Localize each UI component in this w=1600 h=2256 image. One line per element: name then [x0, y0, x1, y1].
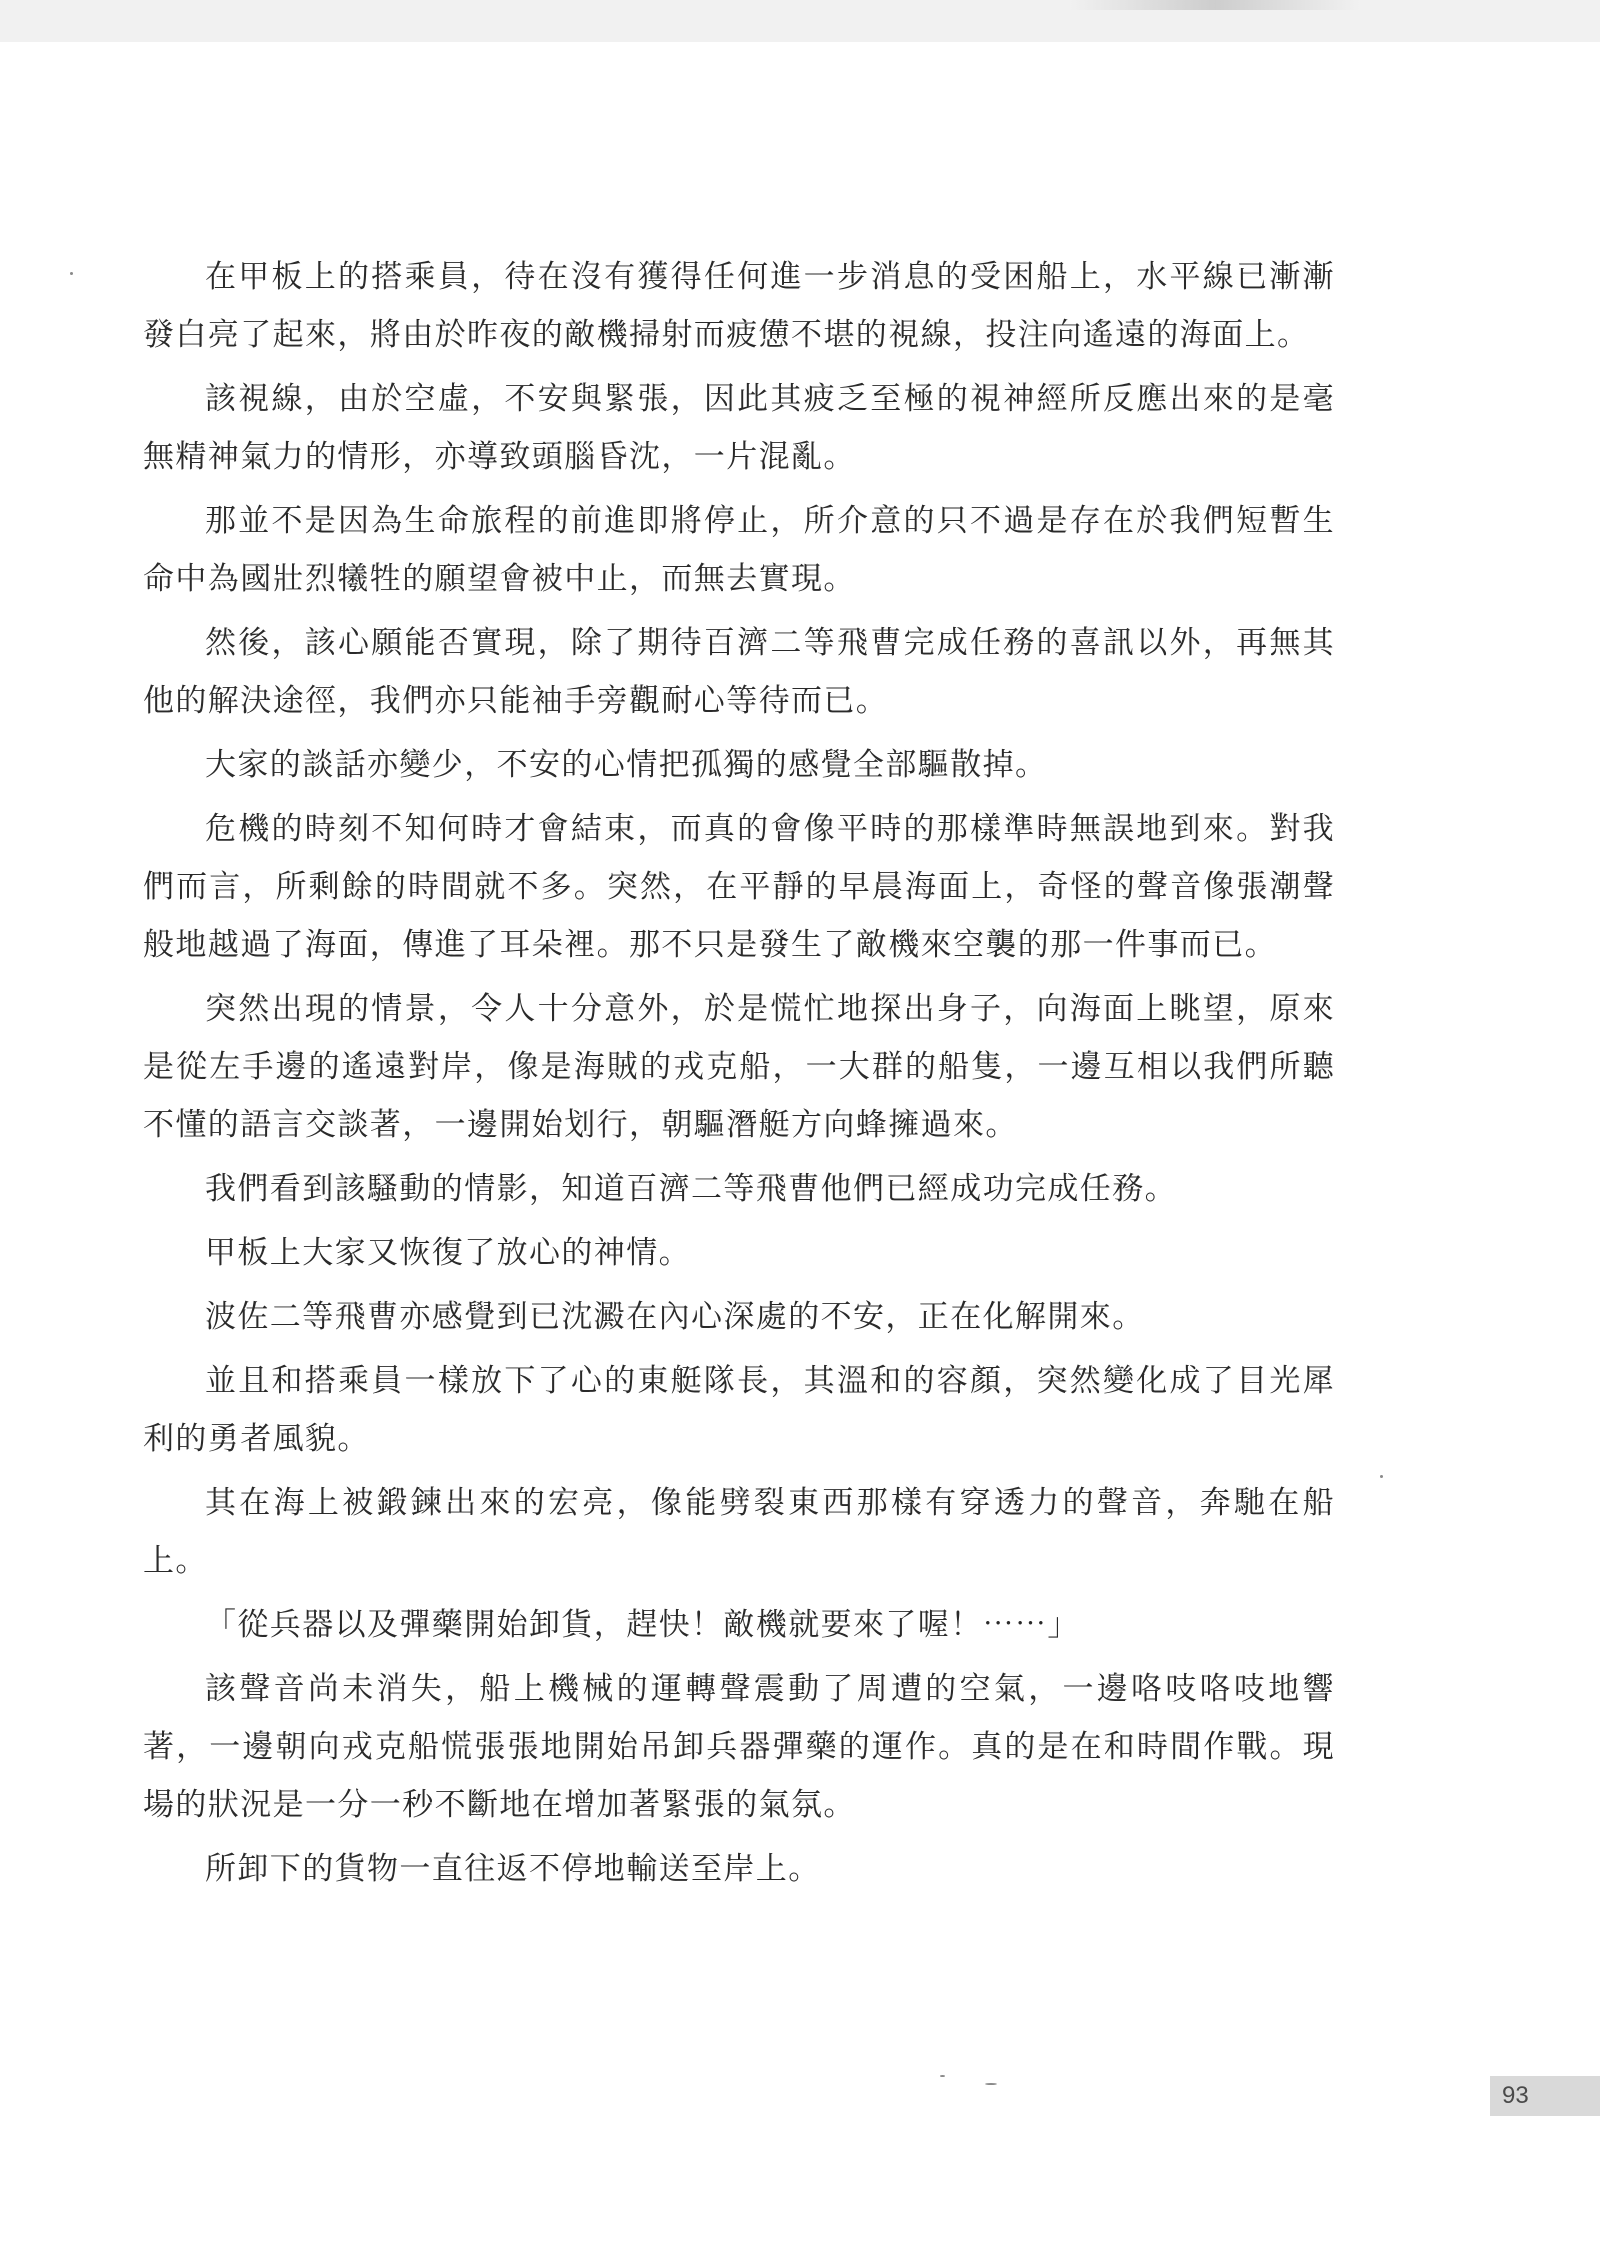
paragraph: 所卸下的貨物一直往返不停地輸送至岸上。 [205, 1851, 821, 1887]
paragraph: 波佐二等飛曹亦感覺到已沈澱在內心深處的不安，正在化解開來。 [205, 1299, 1145, 1335]
page-body [143, 248, 1335, 1904]
paragraph: 該聲音尚未消失，船上機械的運轉聲震動了周遭的空氣，一邊咯吱咯吱地響著，一邊朝向戎克船慌張張地開始吊卸兵器彈藥的運作。真的是在和時間作戰。現場的狀況是一分一秒不斷地在增加著緊張的氣氛。 [143, 1671, 1335, 1823]
paragraph: 在甲板上的搭乘員，待在沒有獲得任何進一步消息的受困船上，水平線已漸漸發白亮了起來，將由於昨夜的敵機掃射而疲憊不堪的視線，投注向遙遠的海面上。 [143, 259, 1335, 353]
paragraph: 甲板上大家又恢復了放心的神情。 [205, 1235, 691, 1271]
paragraph: 其在海上被鍛鍊出來的宏亮，像能劈裂東西那樣有穿透力的聲音，奔馳在船上。 [143, 1485, 1335, 1579]
scan-top-band [0, 0, 1600, 42]
page-number: 93 [1490, 2076, 1600, 2116]
paragraph: 該視線，由於空虛，不安與緊張，因此其疲乏至極的視神經所反應出來的是毫無精神氣力的情形，亦導致頭腦昏沈，一片混亂。 [143, 381, 1335, 475]
scan-speck [1380, 1475, 1383, 1478]
paragraph: 危機的時刻不知何時才會結束，而真的會像平時的那樣準時無誤地到來。對我們而言，所剩餘的時間就不多。突然，在平靜的早晨海面上，奇怪的聲音像張潮聲般地越過了海面，傳進了耳朵裡。那不只是發生了敵機來空襲的那一件事而已。 [143, 811, 1335, 963]
scan-speck [985, 2083, 997, 2085]
paragraph: 突然出現的情景，令人十分意外，於是慌忙地探出身子，向海面上眺望，原來是從左手邊的遙遠對岸，像是海賊的戎克船，一大群的船隻，一邊互相以我們所聽不懂的語言交談著，一邊開始划行，朝驅潛艇方向蜂擁過來。 [143, 991, 1335, 1143]
scan-speck [70, 272, 73, 275]
paragraph: 並且和搭乘員一樣放下了心的東艇隊長，其溫和的容顏，突然變化成了目光犀利的勇者風貌。 [143, 1363, 1335, 1457]
paragraph: 大家的談話亦變少，不安的心情把孤獨的感覺全部驅散掉。 [205, 747, 1048, 783]
paragraph: 我們看到該騷動的情影，知道百濟二等飛曹他們已經成功完成任務。 [205, 1171, 1177, 1207]
scan-top-shadow [1070, 0, 1360, 10]
scan-speck [940, 2075, 945, 2077]
paragraph: 「從兵器以及彈藥開始卸貨，趕快！敵機就要來了喔！⋯⋯」 [205, 1607, 1080, 1643]
paragraph: 那並不是因為生命旅程的前進即將停止，所介意的只不過是存在於我們短暫生命中為國壯烈犧牲的願望會被中止，而無去實現。 [143, 503, 1335, 597]
paragraph: 然後，該心願能否實現，除了期待百濟二等飛曹完成任務的喜訊以外，再無其他的解決途徑，我們亦只能袖手旁觀耐心等待而已。 [143, 625, 1335, 719]
